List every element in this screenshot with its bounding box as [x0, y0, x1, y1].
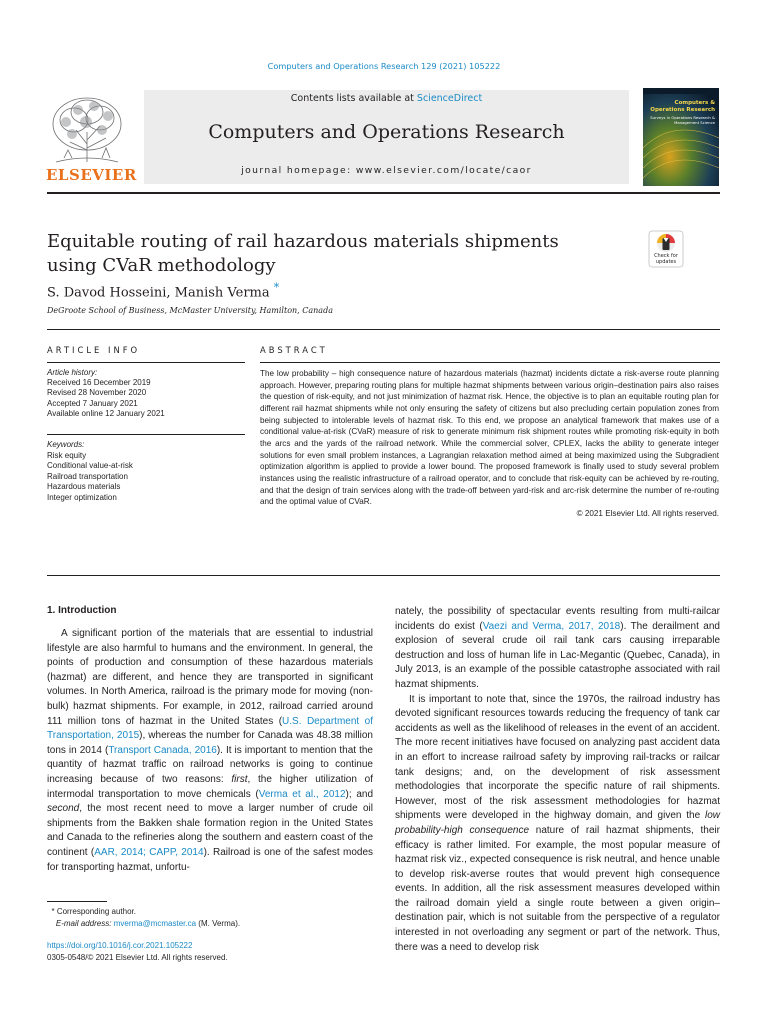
corresponding-author-marker[interactable]: * — [273, 281, 280, 294]
abstract-body — [260, 368, 719, 520]
reference-link[interactable]: Transport Canada, 2016 — [108, 744, 217, 756]
keywords-label: Keywords: — [47, 440, 85, 449]
reference-link[interactable]: Verma et al., 2012 — [258, 788, 346, 800]
header-rule — [47, 192, 720, 194]
author-list: S. Davod Hosseini, Manish Verma * — [47, 281, 280, 301]
doi-link[interactable]: https://doi.org/10.1016/j.cor.2021.105222 — [47, 941, 193, 950]
abstract-bottom-rule — [47, 575, 720, 576]
paragraph: nately, the possibility of spectacular events resulting from multi-railcar incidents do exist (Vaezi and Verma, 2017, 2018). The derailment and explosion of several crude oil rail tank cars causing irreparable destruction and loss of human life in Lac-Megantic (Quebec, Canada), in July 2013, is an example of the possible catastrophe associated with rail hazmat shipments. — [395, 606, 720, 690]
history-revised: Revised 28 November 2020 — [47, 388, 147, 398]
issn-line: 0305-0548/© 2021 Elsevier Ltd. All rights reserved. — [47, 953, 228, 962]
cover-subtitle: Surveys in Operations Research & Management Science — [650, 115, 715, 125]
corresponding-note: * Corresponding author. — [51, 907, 136, 916]
cover-title: Computers & Operations Research — [650, 100, 715, 113]
abstract-text: The low probability – high consequence nature of hazardous materials (hazmat) incidents dictate a risk-averse route planning approach. However, preparing routing plans for multiple hazmat shipments between various origin–destination pairs also raises the question of risk-equity, and not just minimization of hazmat risk. Hence, the objective is to plan an equitable routing plan for different rail hazmat shipments while not only ensuring the safety of citizens but also precluding certain population zones from being subjected to intolerable levels of hazmat risk. To this end, we propose an analytical framework that makes use of a conditional value-at-risk (CVaR) measure of risk to generate minimum risk shipment routes while promoting risk-equity in both the arcs and the yards of the railroad network. While the commercial solver, CPLEX, lacks the ability to generate integer solutions for even small problem instances, a Lagrangian relaxation method aimed at being maximized using the Subgradient optimization algorithm is applied to provide a lower bound. The proposed framework is finally used to study several problem instances using the realistic infrastructure of a railroad operator, and to conclude that risk-equity can be achieved by re-routing, and that the design of train services along with the trade-off between yard-risk and arc-risk determine the number of re-routing and the optimal value of CVaR. — [260, 369, 719, 507]
elsevier-wordmark: ELSEVIER — [46, 166, 137, 184]
journal-citation[interactable]: Computers and Operations Research 129 (2021) 105222 — [267, 61, 501, 71]
keyword-item: Railroad transportation — [47, 471, 128, 481]
abstract-copyright: © 2021 Elsevier Ltd. All rights reserved. — [576, 508, 719, 518]
history-received: Received 16 December 2019 — [47, 378, 151, 388]
email-note: E-mail address: mverma@mcmaster.ca (M. Verma). — [55, 919, 241, 928]
abstract-rule — [260, 362, 720, 363]
keyword-item: Integer optimization — [47, 492, 117, 502]
journal-cover-image — [643, 88, 719, 186]
keyword-item: Conditional value-at-risk — [47, 461, 133, 471]
body-column-right — [395, 605, 720, 955]
affiliation: DeGroote School of Business, McMaster University, Hamilton, Canada — [47, 306, 333, 315]
body-column-left — [47, 627, 373, 875]
abstract-heading: ABSTRACT — [260, 345, 328, 355]
reference-link[interactable]: AAR, 2014; CAPP, 2014 — [94, 846, 204, 858]
paragraph: It is important to note that, since the 1970s, the railroad industry has devoted significant resources towards reducing the frequency of tank car accidents as well as the likelihood of releases in the event of an accident. The more recent initiatives have focused on analyzing past accident data in an effort to increase railroad safety by improving rail-tracks or railcar tank designs; and, on the development of risk assessment methodologies that incorporate the specific nature of rail shipments. However, most of the risk assessment methodologies for hazmat shipments were developed in the highway domain, and given the low probability-high consequence nature of rail hazmat shipments, their efficacy is rather limited. For example, the most popular measure of hazmat risk viz., expected consequence is risk neutral, and hence unable to develop risk-averse routes that would prevent high consequence events. In addition, all the risk assessment measures developed within the railroad domain yield a single route between a given origin–destination pair, which is not suitable from the perspective of a regulator interested in not overloading any segment or part of the network. Thus, there was a need to develop risk — [395, 693, 720, 953]
keyword-item: Hazardous materials — [47, 482, 121, 492]
section-heading-introduction: 1. Introduction — [47, 605, 117, 616]
article-info-rule — [47, 362, 245, 363]
history-label: Article history: — [47, 368, 98, 377]
paragraph: A significant portion of the materials that are essential to industrial lifestyle are also harmful to humans and the environment. In general, the points of production and consumption of these hazardous materials (hazmat) are different, and hence they are transported in significant volumes. In North America, railroad is the primary mode for moving (non-bulk) hazmat shipments. For example, in 2012, railroad carried around 111 million tons of hazmat in the United States (U.S. Department of Transportation, 2015), whereas the number for Canada was 48.38 million tons in 2014 (Transport Canada, 2016). It is important to mention that the quantity of hazmat traffic on railroad networks is going to continue increasing because of two reasons: first, the higher utilization of intermodal transportation to move chemicals (Verma et al., 2012); and second, the most recent need to move a larger number of crude oil shipments from the Bakken shale formation region in the United States and Canada to the refineries along the southern and eastern coast of the continent (AAR, 2014; CAPP, 2014). Railroad is one of the safest modes for transporting hazmat, unfortu- — [47, 628, 374, 873]
reference-link[interactable]: Vaezi and Verma, 2017, 2018 — [482, 620, 621, 632]
email-link[interactable]: mverma@mcmaster.ca — [113, 919, 197, 928]
journal-homepage[interactable]: journal homepage: www.elsevier.com/locate/caor — [241, 165, 532, 176]
crossmark-label: Check for updates — [654, 253, 678, 265]
keywords-rule — [47, 434, 245, 435]
title-rule — [47, 329, 720, 330]
crossmark-badge[interactable] — [648, 230, 684, 268]
footnote-rule — [47, 901, 107, 902]
article-title: Equitable routing of rail hazardous materials shipments using CVaR methodology — [47, 231, 559, 276]
reference-link[interactable]: U.S. Department of Transportation, 2015 — [47, 715, 373, 742]
keywords — [47, 440, 247, 504]
history-accepted: Accepted 7 January 2021 — [47, 398, 138, 408]
doi-block — [47, 940, 228, 964]
sciencedirect-link[interactable]: ScienceDirect — [416, 93, 483, 104]
article-history — [47, 368, 247, 419]
journal-title: Computers and Operations Research — [208, 121, 565, 143]
keyword-item: Risk equity — [47, 450, 87, 460]
history-online: Available online 12 January 2021 — [47, 408, 165, 418]
footnote — [47, 906, 240, 930]
article-info-heading: ARTICLE INFO — [47, 345, 141, 355]
contents-line: Contents lists available at ScienceDirect — [290, 93, 483, 104]
